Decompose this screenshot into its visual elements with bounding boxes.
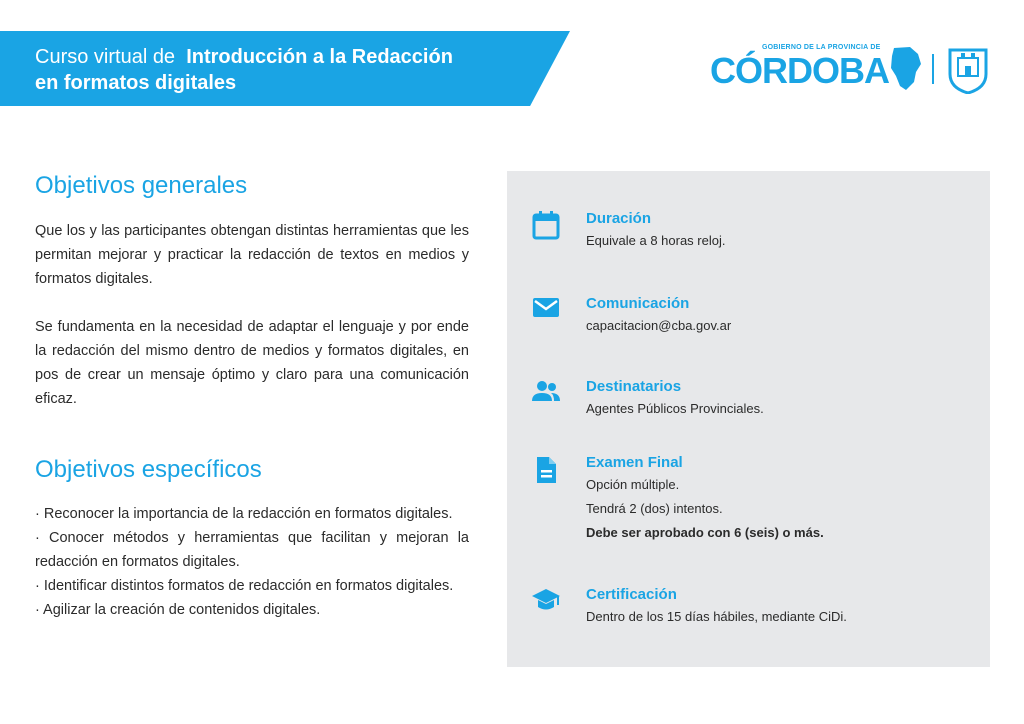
course-title bbox=[35, 44, 453, 96]
graduation-cap-icon bbox=[531, 585, 561, 615]
province-seal-icon bbox=[946, 44, 990, 94]
list-item: · Identificar distintos formatos de redacción en formatos digitales. bbox=[35, 578, 454, 594]
examen-title: Examen Final bbox=[586, 454, 683, 471]
examen-line-2: Tendrá 2 (dos) intentos. bbox=[586, 501, 723, 516]
comunicacion-title: Comunicación bbox=[586, 295, 690, 312]
certificacion-block bbox=[586, 585, 847, 629]
logo-separator bbox=[932, 54, 934, 84]
logo-top-text: GOBIERNO DE LA PROVINCIA DE bbox=[762, 44, 881, 51]
course-title-line1: Introducción a la Redacción bbox=[186, 46, 453, 68]
examen-block bbox=[586, 453, 824, 545]
contact-email[interactable]: capacitacion@cba.gov.ar bbox=[586, 318, 732, 333]
people-icon bbox=[531, 376, 561, 406]
logo-wordmark: CÓRDOBA bbox=[710, 50, 889, 91]
destinatarios-title: Destinatarios bbox=[586, 378, 682, 395]
duracion-block bbox=[586, 209, 725, 253]
course-title-line2: en formatos digitales bbox=[35, 72, 237, 94]
objetivos-generales-paragraph-1: Que los y las participantes obtengan distintas herramientas que les permitan mejorar y practicar la redacción de textos en medios y formatos digitales. bbox=[35, 223, 469, 287]
examen-line-1: Opción múltiple. bbox=[586, 477, 680, 492]
certificacion-title: Certificación bbox=[586, 586, 677, 603]
comunicacion-block bbox=[586, 294, 731, 338]
objetivos-especificos-list bbox=[35, 502, 469, 622]
mail-icon bbox=[531, 292, 561, 322]
objetivos-generales-title: Objetivos generales bbox=[35, 172, 248, 199]
duracion-text: Equivale a 8 horas reloj. bbox=[586, 233, 726, 248]
list-item: · Agilizar la creación de contenidos digitales. bbox=[35, 602, 321, 618]
list-item: · Conocer métodos y herramientas que facilitan y mejoran la redacción en formatos digitales. bbox=[35, 530, 469, 570]
cordoba-logo bbox=[710, 42, 1000, 98]
document-icon bbox=[531, 455, 561, 485]
destinatarios-block bbox=[586, 377, 764, 421]
list-item: · Reconocer la importancia de la redacción en formatos digitales. bbox=[35, 506, 453, 522]
province-map-icon bbox=[888, 46, 922, 92]
examen-line-3: Debe ser aprobado con 6 (seis) o más. bbox=[586, 525, 824, 540]
calendar-icon bbox=[531, 210, 561, 240]
certificacion-text: Dentro de los 15 días hábiles, mediante CiDi. bbox=[586, 609, 847, 624]
course-title-prefix: Curso virtual de bbox=[35, 46, 176, 68]
duracion-title: Duración bbox=[586, 210, 652, 227]
destinatarios-text: Agentes Públicos Provinciales. bbox=[586, 401, 764, 416]
objetivos-generales-paragraph-2: Se fundamenta en la necesidad de adaptar el lenguaje y por ende la redacción del mismo dentro de medios y formatos digitales, en pos de crear un mensaje óptimo y claro para una comunicación eficaz. bbox=[35, 319, 469, 407]
objetivos-especificos-title: Objetivos específicos bbox=[35, 456, 262, 483]
